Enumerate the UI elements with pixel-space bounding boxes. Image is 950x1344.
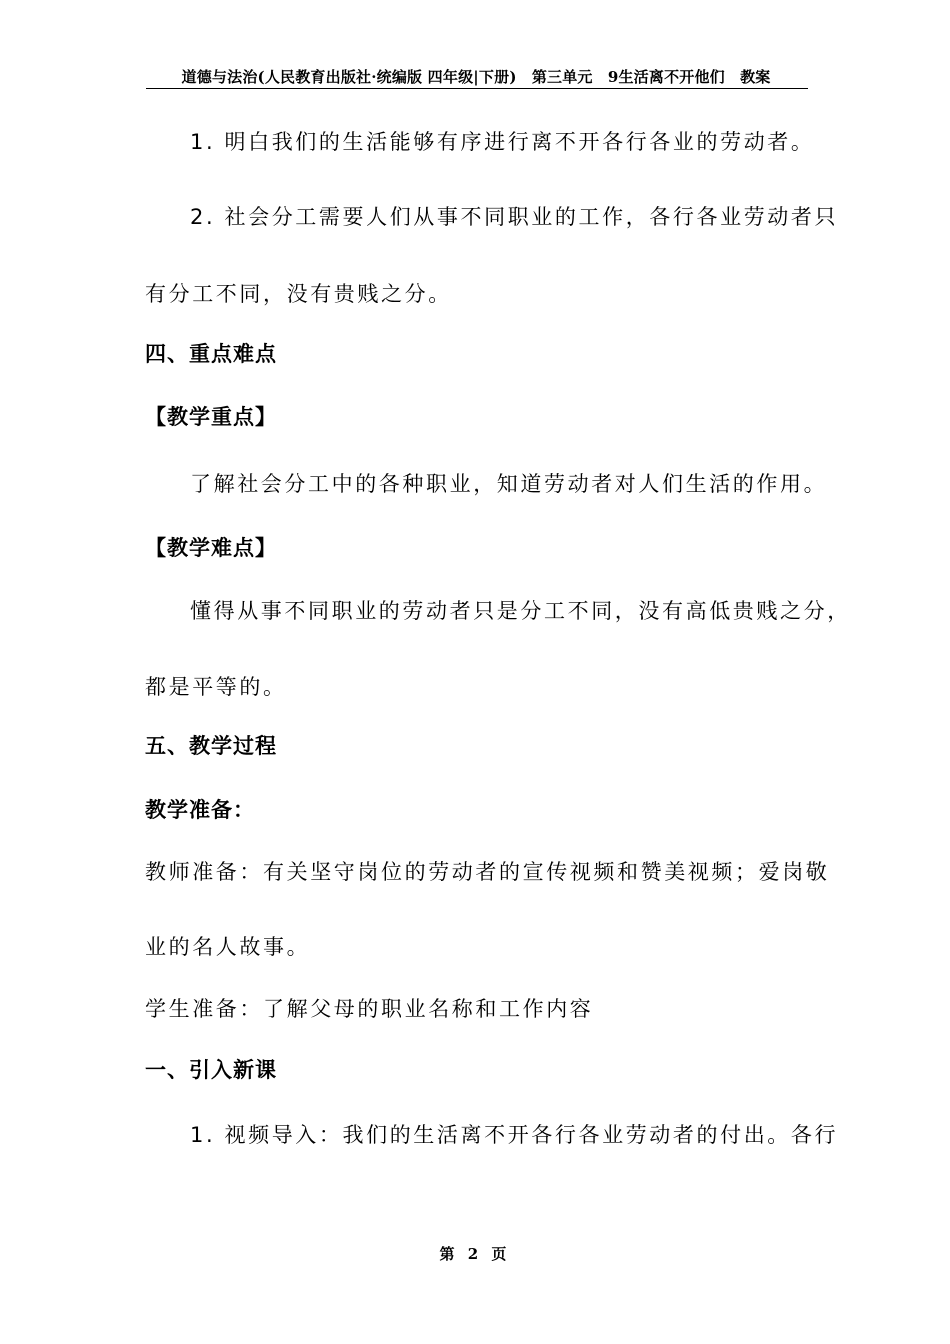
- teaching-goal-1: 1. 明白我们的生活能够有序进行离不开各行各业的劳动者。: [190, 130, 815, 154]
- preparation-label: 教学准备：: [145, 798, 255, 822]
- part-1-heading: 一、引入新课: [145, 1058, 277, 1082]
- teaching-goal-2-line-1: 2. 社会分工需要人们从事不同职业的工作，各行各业劳动者只: [190, 205, 839, 229]
- key-point-text: 了解社会分工中的各种职业，知道劳动者对人们生活的作用。: [190, 472, 828, 496]
- difficulty-text-line-2: 都是平等的。: [145, 675, 287, 699]
- teacher-preparation-line-2: 业的名人故事。: [145, 935, 311, 959]
- intro-text-line-1: 1. 视频导入：我们的生活离不开各行各业劳动者的付出。各行: [190, 1123, 839, 1147]
- difficulty-text-line-1: 懂得从事不同职业的劳动者只是分工不同，没有高低贵贱之分，: [190, 599, 851, 623]
- teacher-preparation-line-1: 教师准备：有关坚守岗位的劳动者的宣传视频和赞美视频；爱岗敬: [145, 860, 830, 884]
- teaching-goal-2-line-2: 有分工不同，没有贵贱之分。: [145, 282, 452, 306]
- header-divider: [146, 88, 808, 89]
- difficulty-label: 【教学难点】: [145, 536, 277, 560]
- section-4-heading: 四、重点难点: [145, 342, 277, 366]
- section-5-heading: 五、教学过程: [145, 734, 277, 758]
- student-preparation: 学生准备：了解父母的职业名称和工作内容: [145, 997, 594, 1021]
- running-header: 道德与法治(人民教育出版社·统编版 四年级|下册) 第三单元 9生活离不开他们 教案: [181, 68, 771, 86]
- page-number: 第 2 页: [439, 1245, 511, 1263]
- key-point-label: 【教学重点】: [145, 405, 277, 429]
